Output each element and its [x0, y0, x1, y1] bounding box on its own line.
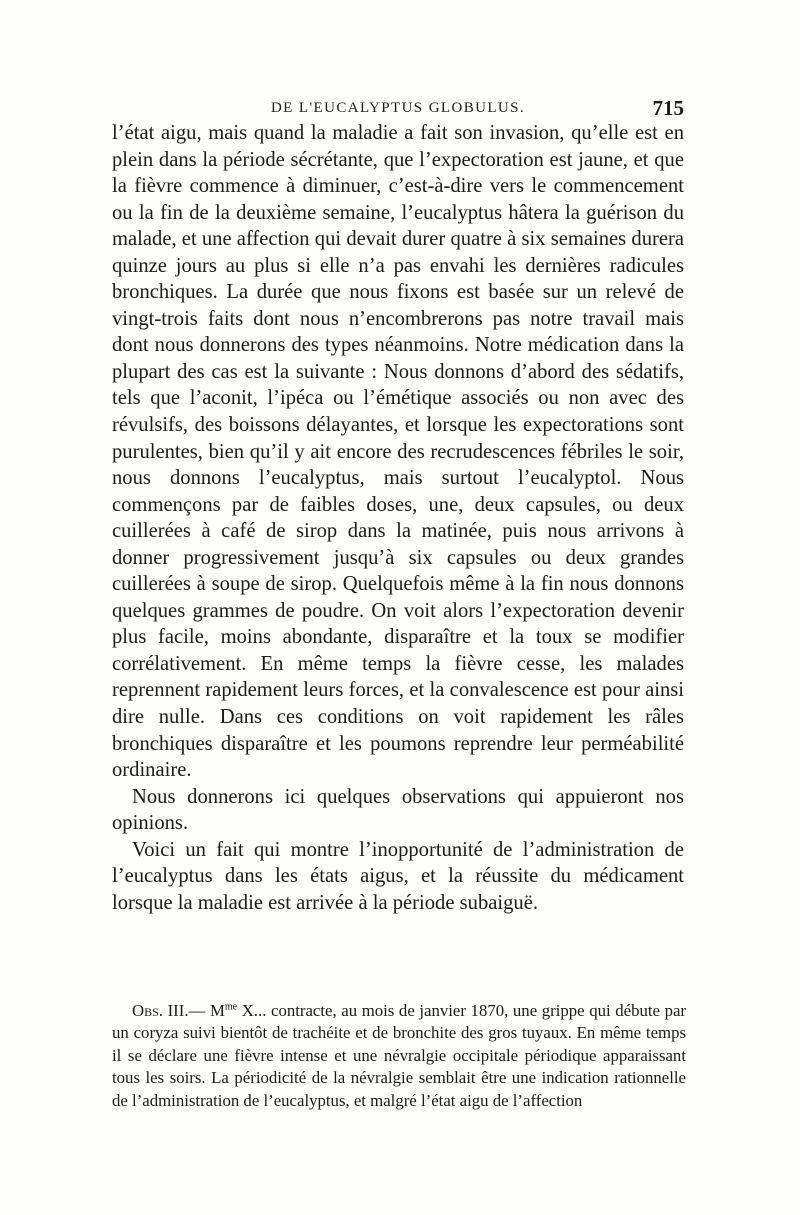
paragraph: Nous donnerons ici quelques observations qui appuieront nos opinions. — [112, 785, 684, 835]
paragraph: Voici un fait qui montre l’inopportunité de l’administration de l’eucalyptus dans les états aigus, et la réussite du médicament lorsque la maladie est arrivée à la période subaiguë. — [112, 838, 684, 914]
running-title: DE L'EUCALYPTUS GLOBULUS. — [270, 100, 526, 116]
observation-text: X... contracte, au mois de janvier 1870, une grippe qui débute par un coryza suivi bientôt de trachéite et de bronchite des gros tuyaux. En même temps il se déclare une fièvre intense et une névralgie occipitale périodique apparaissant tous les soirs. La périodicité de la névralgie semblait être une indication rationnelle de l’administration de l’eucalyptus, et malgré l’état aigu de l’affection — [112, 1001, 686, 1110]
observation-label: Obs. III.— — [132, 1001, 206, 1020]
page-number: 715 — [652, 96, 684, 120]
paragraph: l’état aigu, mais quand la maladie a fait son invasion, qu’elle est en plein dans la période sécrétante, que l’expectoration est jaune, et que la fièvre commence à diminuer, c’est-à-dire vers le commencement ou la fin de la deuxième semaine, l’eucalyptus hâtera la guérison du malade, et une affection qui devait durer quatre à six semaines durera quinze jours au plus si elle n’a pas envahi les dernières radicules bronchiques. La durée que nous fixons est basée sur un relevé de vingt-trois faits dont nous n’encombrerons pas notre travail mais dont nous donnerons des types néanmoins. Notre médication dans la plupart des cas est la suivante : Nous donnons d’abord des sédatifs, tels que l’aconit, l’ipéca ou l’émétique associés ou non avec des révulsifs, des boissons délayantes, et lorsque les expectorations sont purulentes, bien qu’il y ait encore des recrudescences fébriles le soir, nous donnons l’eucalyptus, mais surtout l’eucalyptol. Nous commençons par de faibles doses, une, deux capsules, ou deux cuillerées à café de sirop dans la matinée, puis nous arrivons à donner progressivement jusqu’à six capsules ou deux grandes cuillerées à soupe de sirop. Quelquefois même à la fin nous donnons quelques grammes de poudre. On voit alors l’expectoration devenir plus facile, moins abondante, disparaître et la toux se modifier corrélativement. En même temps la fièvre cesse, les malades reprennent rapidement leurs forces, et la convalescence est pour ainsi dire nulle. Dans ces conditions on voit rapidement les râles bronchiques disparaître et les poumons reprendre leur perméabilité ordinaire. — [112, 122, 684, 782]
patient-prefix: M — [209, 1001, 225, 1020]
observation-block — [112, 1000, 686, 1112]
patient-sup: me — [224, 1001, 238, 1013]
observation-paragraph — [112, 1000, 686, 1112]
body-text — [112, 120, 684, 916]
